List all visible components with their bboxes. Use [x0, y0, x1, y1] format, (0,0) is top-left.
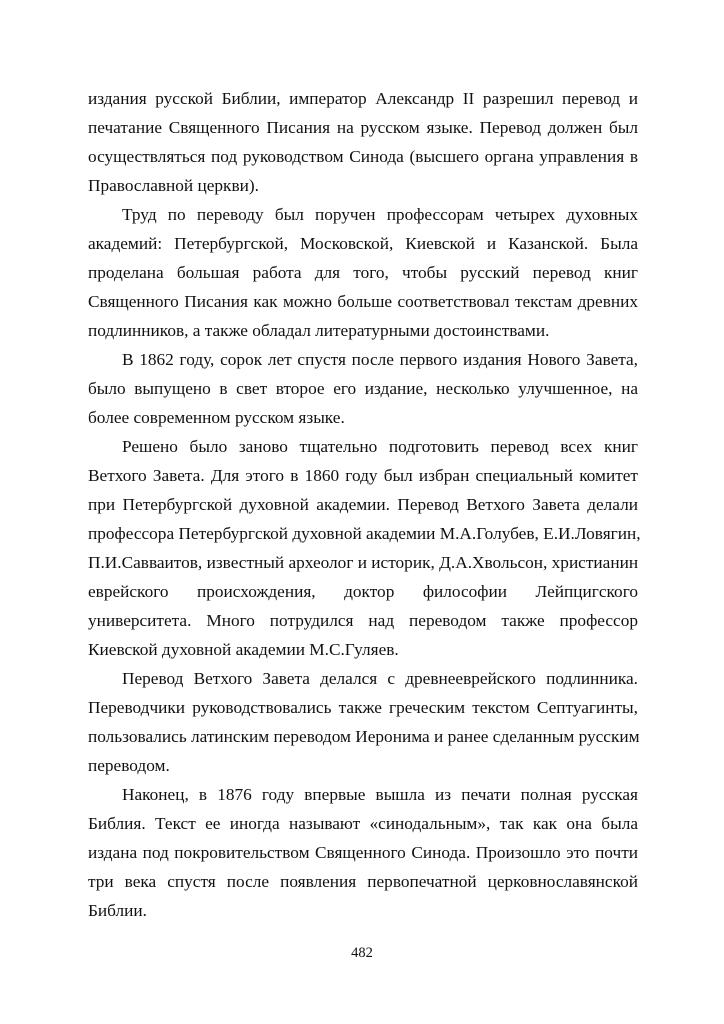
document-body [88, 84, 641, 925]
text-line: более современном русском языке. [88, 408, 345, 428]
text-line: профессора Петербургской духовной академии М.А.Голубев, Е.И.Ловягин, [88, 524, 641, 544]
text-line: Библии. [88, 901, 147, 921]
text-line: Библия. Текст ее иногда называют «синодальным», так как она была [88, 814, 638, 834]
text-line: академий: Петербургской, Московской, Киевской и Казанской. Была [88, 234, 638, 254]
text-line: подлинников, а также обладал литературными достоинствами. [88, 321, 550, 341]
text-line: печатание Священного Писания на русском языке. Перевод должен был [88, 118, 638, 138]
text-line: три века спустя после появления первопечатной церковнославянской [88, 872, 638, 892]
text-line: при Петербургской духовной академии. Перевод Ветхого Завета делали [88, 495, 638, 515]
paragraph [88, 84, 638, 200]
text-line: Ветхого Завета. Для этого в 1860 году был избран специальный комитет [88, 466, 638, 486]
text-line: издания русской Библии, император Александр II разрешил перевод и [88, 89, 638, 108]
text-line: университета. Много потрудился над переводом также профессор [88, 611, 638, 631]
text-line: Перевод Ветхого Завета делался с древнееврейского подлинника. [122, 669, 638, 689]
text-line: пользовались латинским переводом Иеронима и ранее сделанным русским [88, 727, 640, 747]
page-number: 482 [351, 945, 373, 961]
text-line: осуществляться под руководством Синода (высшего органа управления в [88, 147, 638, 167]
text-line: издана под покровительством Священного Синода. Произошло это почти [88, 843, 638, 863]
text-line: Наконец, в 1876 году впервые вышла из печати полная русская [122, 785, 638, 805]
text-line: П.И.Савваитов, известный археолог и историк, Д.А.Хвольсон, христианин [88, 553, 639, 573]
text-line: Православной церкви). [88, 176, 259, 196]
text-line: еврейского происхождения, доктор философии Лейпцигского [88, 582, 638, 602]
paragraph [88, 780, 638, 925]
text-line: Труд по переводу был поручен профессорам четырех духовных [122, 205, 638, 225]
text-line: было выпущено в свет второе его издание, несколько улучшенное, на [88, 379, 638, 399]
paragraph [88, 432, 641, 664]
paragraph [88, 345, 638, 432]
text-line: Переводчики руководствовались также греческим текстом Септуагинты, [88, 698, 638, 718]
text-line: Решено было заново тщательно подготовить перевод всех книг [122, 437, 638, 457]
text-line: В 1862 году, сорок лет спустя после первого издания Нового Завета, [122, 350, 638, 370]
text-line: Священного Писания как можно больше соответствовал текстам древних [88, 292, 638, 312]
paragraph [88, 200, 638, 345]
paragraph [88, 664, 638, 780]
text-line: проделана большая работа для того, чтобы русский перевод книг [88, 263, 638, 283]
text-line: переводом. [88, 756, 170, 776]
text-line: Киевской духовной академии М.С.Гуляев. [88, 640, 399, 660]
